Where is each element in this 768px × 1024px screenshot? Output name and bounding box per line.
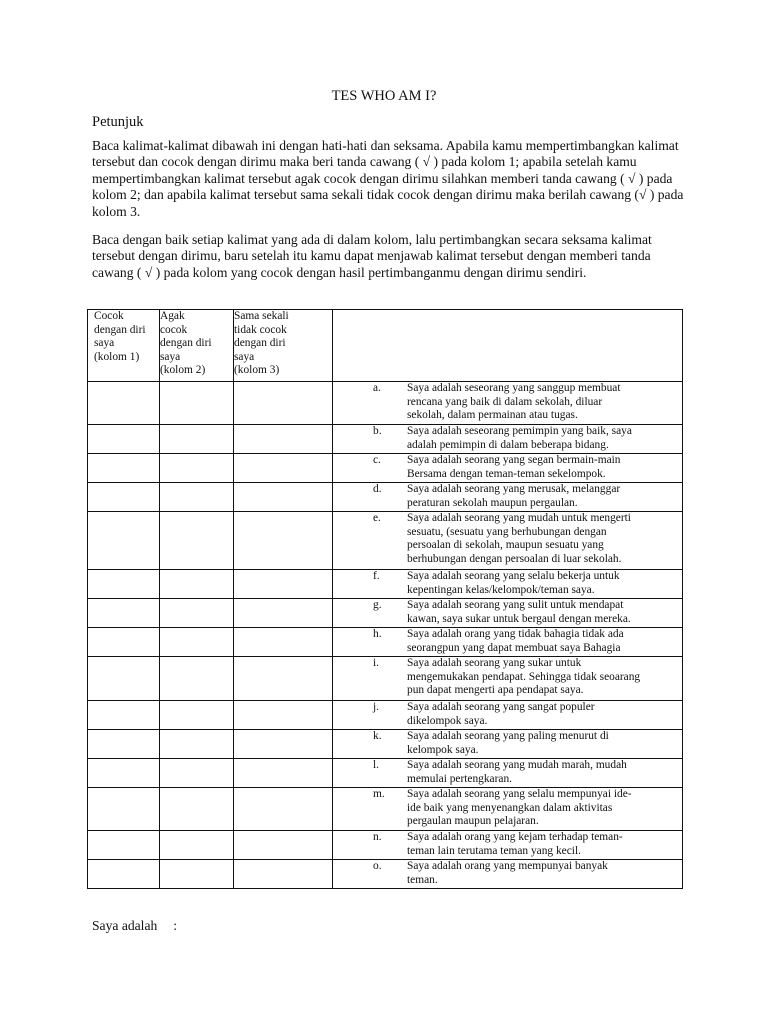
statement [333, 382, 682, 423]
statement [333, 512, 682, 566]
footer-label: Saya adalah [92, 918, 158, 933]
answer-cell-kolom-2[interactable] [160, 701, 234, 730]
statement-line: Saya adalah seorang yang sukar untuk [407, 657, 582, 669]
statement-line: Saya adalah seseorang pemimpin yang baik, saya [407, 425, 632, 437]
table-row [88, 512, 683, 570]
statement-letter: g. [373, 599, 382, 611]
answer-cell-kolom-1[interactable] [88, 759, 160, 788]
statement-cell [333, 657, 683, 701]
statement-line: dikelompok saya. [407, 714, 488, 727]
statement-cell [333, 628, 683, 657]
header-line: (kolom 1) [94, 350, 140, 363]
instructions-heading: Petunjuk [92, 114, 144, 130]
header-line: saya [94, 337, 115, 350]
footer-colon: : [173, 918, 178, 933]
statement-line: pergaulan maupun pelajaran. [407, 815, 539, 828]
statement-cell [333, 570, 683, 599]
statement-line: memulai pertengkaran. [407, 772, 513, 785]
table-row [88, 831, 683, 860]
answer-cell-kolom-1[interactable] [88, 788, 160, 831]
statement [333, 628, 682, 655]
table-row [88, 701, 683, 730]
statement-text [407, 701, 682, 728]
answer-cell-kolom-3[interactable] [234, 860, 333, 889]
answer-cell-kolom-3[interactable] [234, 759, 333, 788]
answer-cell-kolom-1[interactable] [88, 730, 160, 759]
statement-text [407, 759, 682, 786]
header-line: dengan diri [234, 337, 286, 350]
statement-text [407, 512, 682, 566]
header-statement [333, 310, 683, 382]
table-row [88, 657, 683, 701]
table-row [88, 599, 683, 628]
table-row [88, 788, 683, 831]
statement-line: rencana yang baik di dalam sekolah, diluar [407, 395, 603, 408]
statement-line: teman. [407, 873, 438, 886]
table-row [88, 759, 683, 788]
answer-table [87, 309, 683, 889]
statement-text [407, 788, 682, 829]
statement-text [407, 454, 682, 481]
answer-cell-kolom-3[interactable] [234, 454, 333, 483]
statement-letter: f. [373, 570, 380, 582]
answer-cell-kolom-3[interactable] [234, 628, 333, 657]
answer-cell-kolom-3[interactable] [234, 483, 333, 512]
statement-letter: b. [373, 425, 382, 437]
table-row [88, 483, 683, 512]
answer-cell-kolom-1[interactable] [88, 831, 160, 860]
table-header-row [88, 310, 683, 382]
statement-line: Saya adalah orang yang tidak bahagia tidak ada [407, 628, 624, 640]
statement [333, 701, 682, 728]
statement [333, 788, 682, 829]
table-row [88, 730, 683, 759]
statement-line: Saya adalah seorang yang mudah untuk mengerti [407, 512, 631, 524]
statement-line: kepentingan kelas/kelompok/teman saya. [407, 583, 595, 596]
statement-cell [333, 599, 683, 628]
statement [333, 657, 682, 698]
table-row [88, 425, 683, 454]
answer-cell-kolom-2[interactable] [160, 860, 234, 889]
statement [333, 483, 682, 510]
statement [333, 759, 682, 786]
statement-line: Saya adalah seorang yang selalu bekerja untuk [407, 570, 620, 582]
statement-cell [333, 831, 683, 860]
answer-cell-kolom-2[interactable] [160, 599, 234, 628]
answer-cell-kolom-1[interactable] [88, 628, 160, 657]
answer-cell-kolom-2[interactable] [160, 657, 234, 701]
table-row [88, 860, 683, 889]
statement-line: adalah pemimpin di dalam beberapa bidang. [407, 438, 609, 451]
statement-line: Saya adalah seorang yang sangat populer [407, 701, 595, 713]
statement-text [407, 657, 682, 698]
answer-cell-kolom-2[interactable] [160, 382, 234, 425]
statement-line: mengemukakan pendapat. Sehingga tidak seoarang [407, 670, 641, 683]
statement [333, 425, 682, 452]
statement-line: kawan, saya sukar untuk bergaul dengan mereka. [407, 612, 631, 625]
table-row [88, 570, 683, 599]
answer-cell-kolom-2[interactable] [160, 512, 234, 570]
statement-line: Saya adalah orang yang mempunyai banyak [407, 860, 608, 872]
statement-line: Saya adalah seseorang yang sanggup membuat [407, 382, 621, 394]
statement-line: Saya adalah orang yang kejam terhadap teman- [407, 831, 623, 843]
answer-cell-kolom-2[interactable] [160, 759, 234, 788]
statement-line: peraturan sekolah maupun pergaulan. [407, 496, 578, 509]
header-line: dengan diri [160, 337, 212, 350]
statement-line: Bersama dengan teman-teman sekelompok. [407, 467, 606, 480]
answer-cell-kolom-1[interactable] [88, 570, 160, 599]
statement-cell [333, 483, 683, 512]
statement-line: teman lain terutama teman yang kecil. [407, 844, 581, 857]
header-kolom-3 [234, 310, 333, 382]
header-line: (kolom 3) [234, 364, 280, 377]
table-row [88, 382, 683, 425]
answer-cell-kolom-2[interactable] [160, 628, 234, 657]
answer-cell-kolom-1[interactable] [88, 483, 160, 512]
statement-text [407, 483, 682, 510]
statement-line: Saya adalah seorang yang sulit untuk mendapat [407, 599, 624, 611]
statement-text [407, 570, 682, 597]
statement [333, 599, 682, 626]
answer-cell-kolom-1[interactable] [88, 701, 160, 730]
statement-line: ide baik yang menyenangkan dalam aktivitas [407, 801, 613, 814]
statement-letter: l. [373, 759, 380, 771]
statement [333, 730, 682, 757]
answer-cell-kolom-3[interactable] [234, 570, 333, 599]
statement-line: Saya adalah seorang yang merusak, melanggar [407, 483, 621, 495]
answer-cell-kolom-1[interactable] [88, 599, 160, 628]
answer-footer [92, 918, 177, 934]
answer-cell-kolom-1[interactable] [88, 860, 160, 889]
statement-letter: h. [373, 628, 382, 640]
answer-cell-kolom-3[interactable] [234, 701, 333, 730]
answer-cell-kolom-1[interactable] [88, 382, 160, 425]
statement-letter: o. [373, 860, 382, 872]
statement-cell [333, 454, 683, 483]
statement-letter: e. [373, 512, 381, 524]
statement [333, 570, 682, 597]
statement-cell [333, 860, 683, 889]
statement [333, 831, 682, 858]
answer-cell-kolom-2[interactable] [160, 831, 234, 860]
statement-text [407, 860, 682, 887]
header-line: Cocok [94, 310, 124, 322]
answer-cell-kolom-1[interactable] [88, 425, 160, 454]
statement-line: sesuatu, (sesuatu yang berhubungan dengan [407, 525, 607, 538]
statement-line: berhubungan dengan persoalan di luar sekolah. [407, 552, 622, 565]
statement [333, 860, 682, 887]
statement-cell [333, 788, 683, 831]
answer-cell-kolom-1[interactable] [88, 512, 160, 570]
answer-cell-kolom-3[interactable] [234, 657, 333, 701]
statement-line: sekolah, dalam permainan atau tugas. [407, 409, 578, 422]
statement-letter: i. [373, 657, 380, 669]
header-line: tidak cocok [234, 323, 287, 336]
statement-line: kelompok saya. [407, 743, 479, 756]
statement-letter: a. [373, 382, 381, 394]
statement-letter: c. [373, 454, 381, 466]
statement-cell [333, 701, 683, 730]
statement-letter: n. [373, 831, 382, 843]
answer-cell-kolom-3[interactable] [234, 382, 333, 425]
statement-cell [333, 382, 683, 425]
header-line: saya [234, 350, 255, 363]
statement-line: Saya adalah seorang yang selalu mempunyai ide- [407, 788, 632, 800]
answer-cell-kolom-3[interactable] [234, 425, 333, 454]
statement-cell [333, 512, 683, 570]
answer-cell-kolom-2[interactable] [160, 788, 234, 831]
statement-line: Saya adalah seorang yang mudah marah, mudah [407, 759, 627, 771]
answer-cell-kolom-2[interactable] [160, 483, 234, 512]
statement-letter: d. [373, 483, 382, 495]
statement-line: seorangpun yang dapat membuat saya Bahagia [407, 641, 621, 654]
answer-cell-kolom-3[interactable] [234, 831, 333, 860]
statement-text [407, 599, 682, 626]
header-line: dengan diri [94, 323, 146, 336]
header-line: (kolom 2) [160, 364, 206, 377]
statement [333, 454, 682, 481]
instruction-paragraph-1: Baca kalimat-kalimat dibawah ini dengan hati-hati dan seksama. Apabila kamu mempertimbangkan kalimat tersebut dan cocok dengan dirimu maka beri tanda cawang ( √ ) pada kolom 1; apabila setelah kamu mempertimbangkan kalimat tersebut agak cocok dengan dirimu silahkan memberi tanda cawang ( √ ) pada kolom 2; dan apabila kalimat tersebut sama sekali tidak cocok dengan dirimu maka berilah cawang (√ ) pada kolom 3. [92, 138, 684, 219]
header-line: Sama sekali [234, 310, 289, 322]
statement-cell [333, 425, 683, 454]
answer-cell-kolom-2[interactable] [160, 425, 234, 454]
answer-cell-kolom-2[interactable] [160, 730, 234, 759]
answer-cell-kolom-2[interactable] [160, 454, 234, 483]
statement-line: Saya adalah seorang yang paling menurut di [407, 730, 609, 742]
statement-text [407, 425, 682, 452]
answer-cell-kolom-1[interactable] [88, 454, 160, 483]
statement-letter: m. [373, 788, 385, 800]
page-title: TES WHO AM I? [331, 88, 437, 104]
header-line: Agak [160, 310, 185, 322]
statement-text [407, 730, 682, 757]
statement-letter: k. [373, 730, 382, 742]
answer-cell-kolom-3[interactable] [234, 730, 333, 759]
statement-letter: j. [373, 701, 380, 713]
header-kolom-2 [160, 310, 234, 382]
statement-line: Saya adalah seorang yang segan bermain-main [407, 454, 621, 466]
table-row [88, 628, 683, 657]
statement-line: persoalan di sekolah, maupun sesuatu yang [407, 539, 604, 552]
statement-text [407, 831, 682, 858]
table-row [88, 454, 683, 483]
answer-cell-kolom-3[interactable] [234, 599, 333, 628]
statement-cell [333, 730, 683, 759]
header-kolom-1 [88, 310, 160, 382]
answer-cell-kolom-1[interactable] [88, 657, 160, 701]
answer-cell-kolom-2[interactable] [160, 570, 234, 599]
instruction-paragraph-2: Baca dengan baik setiap kalimat yang ada di dalam kolom, lalu pertimbangkan secara seksama kalimat tersebut dengan dirimu, baru setelah itu kamu dapat menjawab kalimat tersebut dengan memberi tanda cawang ( √ ) pada kolom yang cocok dengan hasil pertimbanganmu dengan dirimu sendiri. [92, 232, 652, 280]
answer-cell-kolom-3[interactable] [234, 788, 333, 831]
statement-text [407, 382, 682, 423]
statement-text [407, 628, 682, 655]
statement-cell [333, 759, 683, 788]
header-line: cocok [160, 323, 188, 336]
header-line: saya [160, 350, 181, 363]
statement-line: pun dapat mengerti apa pendapat saya. [407, 684, 584, 697]
answer-cell-kolom-3[interactable] [234, 512, 333, 570]
